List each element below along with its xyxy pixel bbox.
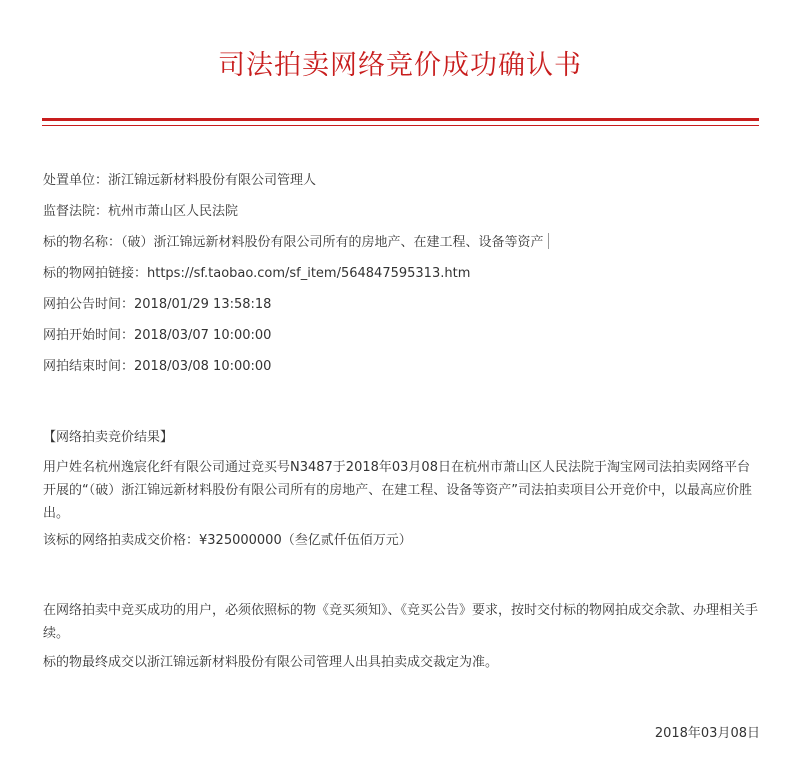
start-time: 网拍开始时间：2018/03/07 10:00:00 — [43, 328, 272, 343]
subject-name: 标的物名称：（破）浙江锦远新材料股份有限公司所有的房地产、在建工程、设备等资产 — [43, 235, 544, 250]
title-divider-thick — [42, 118, 759, 121]
result-heading: 【网络拍卖竞价结果】 — [43, 430, 174, 445]
result-paragraph: 用户姓名杭州逸宸化纤有限公司通过竞买号N3487于2018年03月08日在杭州市萧山区人民法院于淘宝网司法拍卖网络平台开展的“（破）浙江锦远新材料股份有限公司所有的房地产、在建工程、设备等资产”司法拍卖项目公开竞价中，以最高应价胜出。 — [43, 460, 752, 521]
auction-link: 标的物网拍链接：https://sf.taobao.com/sf_item/564847595313.htm — [43, 266, 471, 281]
subject-name-row — [43, 233, 549, 253]
title-divider-thin — [42, 125, 759, 126]
document-title: 司法拍卖网络竞价成功确认书 — [218, 50, 582, 81]
announce-time: 网拍公告时间：2018/01/29 13:58:18 — [43, 297, 272, 312]
deal-price: 该标的网络拍卖成交价格：¥325000000（叁亿贰仟伍佰万元） — [43, 533, 412, 548]
supervising-court: 监督法院：杭州市萧山区人民法院 — [43, 204, 239, 219]
document-date: 2018年03月08日 — [654, 726, 760, 741]
end-time: 网拍结束时间：2018/03/08 10:00:00 — [43, 359, 272, 374]
disposal-unit: 处置单位：浙江锦远新材料股份有限公司管理人 — [43, 173, 317, 188]
notice-ruling: 标的物最终成交以浙江锦远新材料股份有限公司管理人出具拍卖成交裁定为准。 — [43, 655, 499, 670]
text-cursor — [548, 233, 549, 249]
notice-payment: 在网络拍卖中竞买成功的用户，必须依照标的物《竞买须知》、《竞买公告》要求，按时交付标的物网拍成交余款、办理相关手续。 — [43, 603, 759, 641]
